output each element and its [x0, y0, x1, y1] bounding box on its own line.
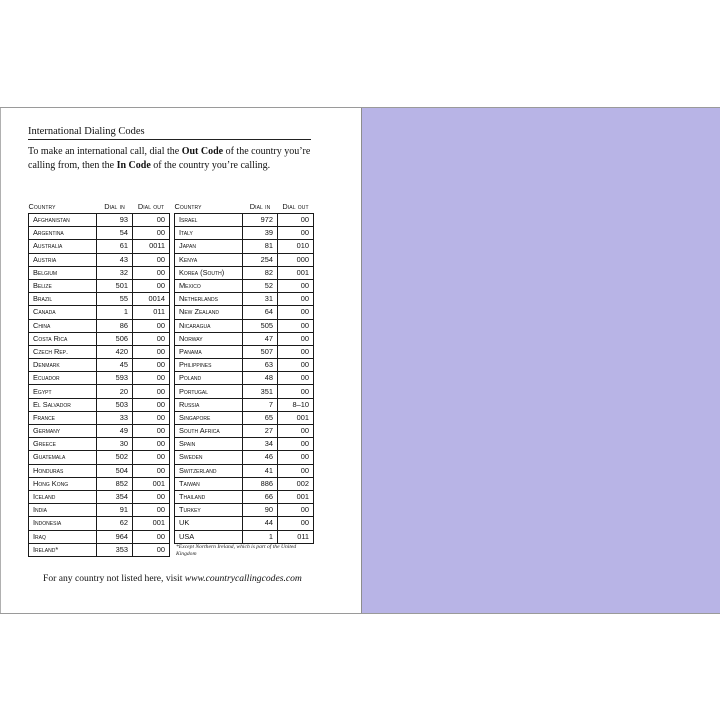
dial-in-cell: 82: [243, 266, 278, 279]
dial-in-cell: 43: [97, 253, 133, 266]
table-row: [29, 319, 170, 332]
country-cell: Turkey: [175, 504, 243, 517]
table-row: [29, 214, 170, 227]
country-cell: Poland: [175, 372, 243, 385]
dial-out-cell: 00: [133, 214, 170, 227]
dial-in-cell: 351: [243, 385, 278, 398]
country-cell: Norway: [175, 332, 243, 345]
dial-in-cell: 420: [97, 345, 133, 358]
dial-in-cell: 34: [243, 438, 278, 451]
dial-in-cell: 1: [97, 306, 133, 319]
dial-out-cell: 00: [133, 332, 170, 345]
intro-out-code: Out Code: [181, 146, 224, 157]
dial-out-cell: 00: [278, 385, 314, 398]
country-cell: Brazil: [29, 293, 97, 306]
country-cell: Panama: [175, 345, 243, 358]
dial-out-cell: 00: [133, 451, 170, 464]
header-dial-in: Dial in: [249, 201, 271, 211]
country-cell: Iraq: [29, 530, 97, 543]
footer-url[interactable]: www.countrycallingcodes.com: [184, 573, 302, 584]
dial-in-cell: 63: [243, 359, 278, 372]
dial-out-cell: 00: [133, 385, 170, 398]
left-page: [0, 108, 360, 613]
dial-out-cell: 00: [133, 279, 170, 292]
country-cell: Ecuador: [29, 372, 97, 385]
country-cell: Egypt: [29, 385, 97, 398]
country-cell: Canada: [29, 306, 97, 319]
dial-out-cell: 00: [278, 332, 314, 345]
country-cell: Germany: [29, 425, 97, 438]
dial-in-cell: 61: [97, 240, 133, 253]
country-cell: Kenya: [175, 253, 243, 266]
dial-in-cell: 353: [97, 543, 133, 556]
header-dial-out: Dial out: [282, 201, 309, 211]
dial-in-cell: 504: [97, 464, 133, 477]
footer-note: [43, 573, 333, 584]
dial-out-cell: 00: [133, 490, 170, 503]
dial-in-cell: 33: [97, 411, 133, 424]
dial-out-cell: 010: [278, 240, 314, 253]
table-row: [29, 227, 170, 240]
table-row: [29, 517, 170, 530]
table-row: [175, 438, 314, 451]
table-row: [29, 477, 170, 490]
dial-in-cell: 506: [97, 332, 133, 345]
table-row: [29, 240, 170, 253]
dial-in-cell: 41: [243, 464, 278, 477]
dial-in-cell: 90: [243, 504, 278, 517]
country-cell: USA: [175, 530, 243, 543]
table-row: [175, 279, 314, 292]
dial-in-cell: 54: [97, 227, 133, 240]
country-cell: India: [29, 504, 97, 517]
table-row: [29, 345, 170, 358]
table-row: [29, 359, 170, 372]
country-cell: Guatemala: [29, 451, 97, 464]
table-row: [29, 253, 170, 266]
dial-out-cell: 00: [278, 372, 314, 385]
dial-in-cell: 39: [243, 227, 278, 240]
footnote: *Except Northern Ireland, which is part of the United Kingdom: [176, 544, 297, 557]
country-cell: Switzerland: [175, 464, 243, 477]
table-row: [29, 411, 170, 424]
table-row: [175, 359, 314, 372]
dial-out-cell: 8–10: [278, 398, 314, 411]
table-row: [29, 425, 170, 438]
dial-out-cell: 001: [133, 477, 170, 490]
dial-out-cell: 00: [133, 438, 170, 451]
dial-in-cell: 254: [243, 253, 278, 266]
table-row: [29, 332, 170, 345]
country-cell: UK: [175, 517, 243, 530]
dialing-table-left: [28, 200, 170, 557]
dial-out-cell: 00: [278, 517, 314, 530]
dial-out-cell: 00: [278, 279, 314, 292]
dial-in-cell: 1: [243, 530, 278, 543]
country-cell: New Zealand: [175, 306, 243, 319]
table-row: [175, 227, 314, 240]
dial-in-cell: 46: [243, 451, 278, 464]
country-cell: Belize: [29, 279, 97, 292]
country-cell: Sweden: [175, 451, 243, 464]
dial-in-cell: 81: [243, 240, 278, 253]
table-row: [175, 451, 314, 464]
dial-out-cell: 00: [133, 504, 170, 517]
dial-out-cell: 00: [278, 293, 314, 306]
dial-out-cell: 001: [278, 266, 314, 279]
country-cell: El Salvador: [29, 398, 97, 411]
dial-out-cell: 00: [278, 425, 314, 438]
dial-in-cell: 45: [97, 359, 133, 372]
dial-out-cell: 000: [278, 253, 314, 266]
dial-in-cell: 64: [243, 306, 278, 319]
dial-in-cell: 32: [97, 266, 133, 279]
country-cell: Australia: [29, 240, 97, 253]
table-row: [175, 477, 314, 490]
table-row: [175, 372, 314, 385]
table-row: [29, 372, 170, 385]
header-dial-out: Dial out: [137, 201, 165, 211]
country-cell: France: [29, 411, 97, 424]
dial-out-cell: 00: [278, 319, 314, 332]
table-row: [29, 306, 170, 319]
dial-out-cell: 001: [278, 411, 314, 424]
dial-in-cell: 52: [243, 279, 278, 292]
intro-text-1: To make an international call, dial the: [28, 146, 182, 157]
table-row: [29, 490, 170, 503]
table-row: [175, 253, 314, 266]
table-row: [175, 530, 314, 543]
dial-in-cell: 852: [97, 477, 133, 490]
dial-in-cell: 48: [243, 372, 278, 385]
table-row: [175, 398, 314, 411]
dial-out-cell: 00: [133, 266, 170, 279]
dial-out-cell: 00: [133, 530, 170, 543]
country-cell: Israel: [175, 214, 243, 227]
dial-in-cell: 502: [97, 451, 133, 464]
country-cell: Italy: [175, 227, 243, 240]
dial-out-cell: 00: [278, 464, 314, 477]
dial-out-cell: 00: [278, 438, 314, 451]
dial-out-cell: 011: [133, 306, 170, 319]
country-cell: Czech Rep.: [29, 345, 97, 358]
table-row: [175, 411, 314, 424]
dial-out-cell: 00: [278, 214, 314, 227]
table-row: [175, 266, 314, 279]
table-header-row: [175, 200, 314, 214]
country-cell: Indonesia: [29, 517, 97, 530]
dial-out-cell: 00: [133, 464, 170, 477]
dial-out-cell: 00: [133, 411, 170, 424]
dial-in-cell: 62: [97, 517, 133, 530]
table-row: [29, 504, 170, 517]
country-cell: Philippines: [175, 359, 243, 372]
country-cell: Thailand: [175, 490, 243, 503]
table-row: [29, 293, 170, 306]
table-row: [175, 345, 314, 358]
table-row: [29, 464, 170, 477]
table-row: [29, 543, 170, 556]
dial-in-cell: 93: [97, 214, 133, 227]
dial-out-cell: 00: [278, 306, 314, 319]
country-cell: Belgium: [29, 266, 97, 279]
table-row: [29, 279, 170, 292]
dial-in-cell: 86: [97, 319, 133, 332]
dial-in-cell: 91: [97, 504, 133, 517]
dial-out-cell: 002: [278, 477, 314, 490]
dial-out-cell: 00: [278, 359, 314, 372]
table-row: [29, 438, 170, 451]
table-row: [175, 214, 314, 227]
table-row: [175, 319, 314, 332]
dial-out-cell: 00: [278, 504, 314, 517]
dial-in-cell: 354: [97, 490, 133, 503]
dial-out-cell: 00: [133, 398, 170, 411]
dial-in-cell: 964: [97, 530, 133, 543]
country-cell: South Africa: [175, 425, 243, 438]
country-cell: China: [29, 319, 97, 332]
dial-in-cell: 501: [97, 279, 133, 292]
dial-out-cell: 00: [133, 345, 170, 358]
dial-out-cell: 00: [133, 372, 170, 385]
country-cell: Hong Kong: [29, 477, 97, 490]
table-body-left: [29, 214, 170, 557]
country-cell: Portugal: [175, 385, 243, 398]
country-cell: Iceland: [29, 490, 97, 503]
country-cell: Spain: [175, 438, 243, 451]
country-cell: Greece: [29, 438, 97, 451]
dial-in-cell: 49: [97, 425, 133, 438]
dial-out-cell: 00: [278, 451, 314, 464]
table-row: [29, 385, 170, 398]
dial-in-cell: 7: [243, 398, 278, 411]
table-row: [29, 266, 170, 279]
dial-out-cell: 00: [133, 227, 170, 240]
dial-in-cell: 507: [243, 345, 278, 358]
dial-in-cell: 503: [97, 398, 133, 411]
dial-out-cell: 011: [278, 530, 314, 543]
table-row: [175, 240, 314, 253]
dial-in-cell: 593: [97, 372, 133, 385]
table-row: [175, 504, 314, 517]
book-spread: [0, 107, 720, 614]
table-row: [175, 464, 314, 477]
table-row: [175, 517, 314, 530]
dial-out-cell: 00: [278, 227, 314, 240]
page-title: International Dialing Codes: [28, 126, 311, 140]
dial-out-cell: 00: [133, 425, 170, 438]
right-page-colored: [361, 108, 720, 613]
country-cell: Ireland*: [29, 543, 97, 556]
country-cell: Netherlands: [175, 293, 243, 306]
table-body-right: [175, 214, 314, 544]
dial-out-cell: 001: [133, 517, 170, 530]
dial-in-cell: 30: [97, 438, 133, 451]
dial-in-cell: 55: [97, 293, 133, 306]
dial-out-cell: 00: [278, 345, 314, 358]
country-cell: Singapore: [175, 411, 243, 424]
dial-in-cell: 65: [243, 411, 278, 424]
country-cell: Korea (South): [175, 266, 243, 279]
dial-in-cell: 20: [97, 385, 133, 398]
country-cell: Argentina: [29, 227, 97, 240]
dial-in-cell: 47: [243, 332, 278, 345]
dial-out-cell: 0014: [133, 293, 170, 306]
table-row: [175, 490, 314, 503]
dial-out-cell: 00: [133, 253, 170, 266]
dial-in-cell: 27: [243, 425, 278, 438]
table-row: [29, 451, 170, 464]
country-cell: Taiwan: [175, 477, 243, 490]
dial-out-cell: 00: [133, 319, 170, 332]
intro-text-3: of the country you’re calling.: [150, 160, 271, 171]
country-cell: Nicaragua: [175, 319, 243, 332]
table-header-row: [29, 200, 170, 214]
intro-in-code: In Code: [116, 160, 151, 171]
header-dial-in: Dial in: [104, 201, 125, 211]
dialing-table-right: [174, 200, 314, 544]
table-row: [175, 385, 314, 398]
country-cell: Mexico: [175, 279, 243, 292]
header-country: Country: [28, 201, 56, 211]
table-row: [175, 293, 314, 306]
dial-in-cell: 972: [243, 214, 278, 227]
country-cell: Russia: [175, 398, 243, 411]
table-row: [175, 425, 314, 438]
intro-paragraph: [28, 145, 318, 173]
country-cell: Honduras: [29, 464, 97, 477]
country-cell: Denmark: [29, 359, 97, 372]
intro-text-2: of the country you’re calling from, then the: [28, 146, 311, 171]
country-cell: Japan: [175, 240, 243, 253]
country-cell: Austria: [29, 253, 97, 266]
dial-out-cell: 001: [278, 490, 314, 503]
table-row: [29, 398, 170, 411]
country-cell: Costa Rica: [29, 332, 97, 345]
table-row: [175, 306, 314, 319]
dial-out-cell: 0011: [133, 240, 170, 253]
dial-in-cell: 66: [243, 490, 278, 503]
footer-prefix: For any country not listed here, visit: [43, 573, 185, 584]
table-row: [175, 332, 314, 345]
dial-out-cell: 00: [133, 543, 170, 556]
dial-in-cell: 886: [243, 477, 278, 490]
header-country: Country: [174, 201, 202, 211]
dial-in-cell: 505: [243, 319, 278, 332]
dial-in-cell: 44: [243, 517, 278, 530]
dial-out-cell: 00: [133, 359, 170, 372]
table-row: [29, 530, 170, 543]
country-cell: Afghanistan: [29, 214, 97, 227]
dial-in-cell: 31: [243, 293, 278, 306]
